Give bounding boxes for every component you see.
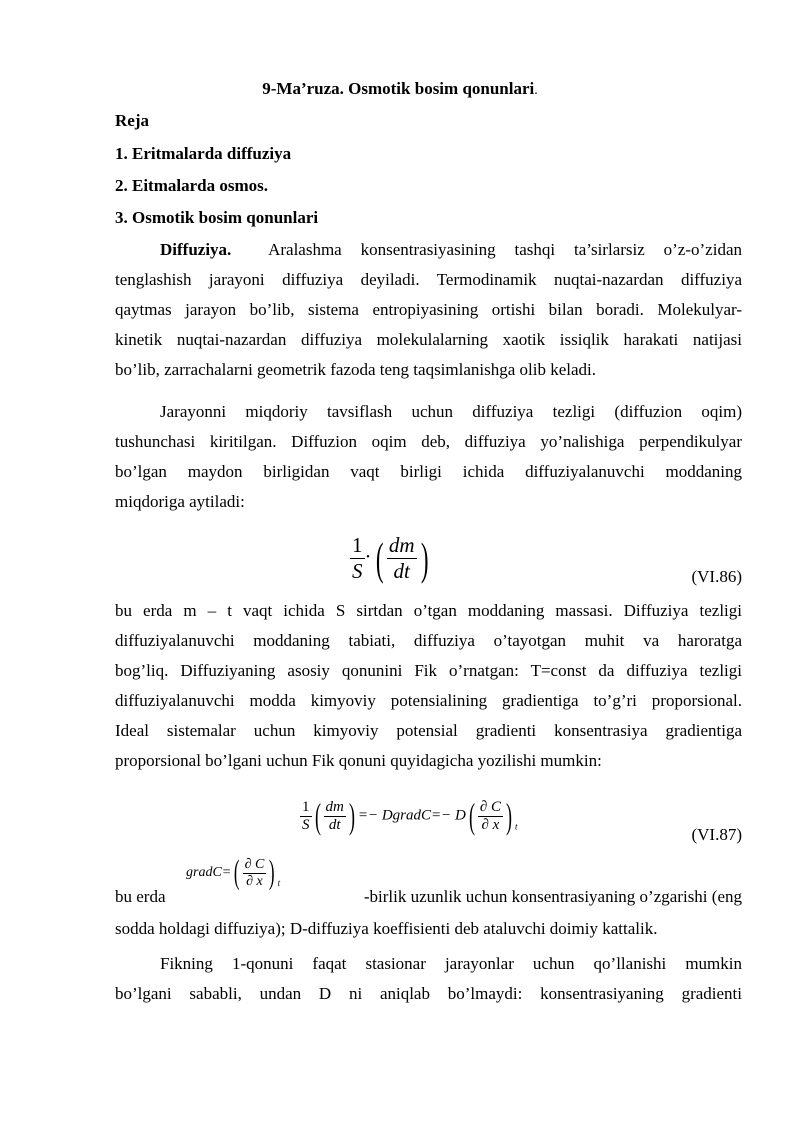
lecture-title-text: 9-Ma’ruza. Osmotik bosim qonunlari xyxy=(262,79,535,98)
grad-fraction-dc-dx xyxy=(243,857,267,890)
eq87-middle: =− DgradC=− D xyxy=(357,807,466,824)
equation-number-vi87: (VI.87) xyxy=(691,825,742,844)
eq86-dot: · xyxy=(364,544,372,569)
eq86-dt: dt xyxy=(393,559,410,583)
title-dot: . xyxy=(534,83,538,98)
paragraph-fick-first-law xyxy=(115,949,742,1009)
para4-prefix: bu erda xyxy=(115,887,166,906)
eq87-s: S xyxy=(302,816,310,833)
plan-heading: Reja xyxy=(115,111,149,130)
para4-suffix-line xyxy=(294,882,742,912)
paragraph-diffusion-flux xyxy=(115,397,742,517)
paragraph-diffusion-definition xyxy=(115,235,742,385)
para3-line-1: bu erda m – t vaqt ichida S sirtdan o’tgan moddaning massasi. Diffuziya tezligi xyxy=(115,601,742,620)
eq87-right-paren-1: ) xyxy=(348,796,355,836)
term-diffuziya: Diffuziya. xyxy=(160,240,232,259)
para5-line-2: bo’lgani sababli, undan D ni aniqlab bo’lmaydi: konsentrasiyaning gradienti xyxy=(115,984,742,1003)
equation-gradient-inline xyxy=(186,854,280,892)
para3-line-4: diffuziyalanuvchi modda kimyoviy potensialining gradientiga to’g’ri proporsional. xyxy=(115,691,742,710)
eq87-subscript-t: t xyxy=(515,821,518,832)
para3-line-6: proporsional bo’lgani uchun Fik qonuni quyidagicha yozilishi mumkin: xyxy=(115,751,602,770)
eq87-right-paren-2: ) xyxy=(506,796,513,836)
grad-right-paren: ) xyxy=(269,854,275,891)
para1-line-4: kinetik nuqtai-nazardan diffuziya molekulalarning xaotik issiqlik harakati natijasi xyxy=(115,330,742,349)
eq87-fraction-1-over-s xyxy=(300,799,312,834)
eq87-left-paren-1: ( xyxy=(314,796,321,836)
eq86-right-paren: ) xyxy=(420,533,428,584)
eq87-fraction-dm-dt xyxy=(324,799,346,834)
para3-line-5: Ideal sistemalar uchun kimyoviy potensial gradienti konsentrasiya gradientiga xyxy=(115,721,742,740)
eq87-fraction-dc-dx xyxy=(478,799,503,834)
eq87-dx: ∂ x xyxy=(481,816,500,833)
para1-line-5: bo’lib, zarrachalarni geometrik fazoda teng taqsimlanishga olib keladi. xyxy=(115,360,597,379)
eq87-one: 1 xyxy=(302,798,310,815)
equation-number-vi86: (VI.86) xyxy=(691,567,742,586)
grad-left-paren: ( xyxy=(234,854,240,891)
grad-dx: ∂ x xyxy=(246,873,263,889)
para1-line-3: qaytmas jarayon bo’lib, sistema entropiyasining ortishi bilan boradi. Molekulyar- xyxy=(115,300,742,319)
para3-line-2: diffuziyalanuvchi moddaning tabiati, diffuziya o’tayotgan muhit va haroratga xyxy=(115,631,742,650)
grad-dc: ∂ C xyxy=(244,856,265,872)
para2-line-2: tushunchasi kiritilgan. Diffuzion oqim deb, diffuziya yo’nalishiga perpendikulyar xyxy=(115,432,742,451)
para3-line-3: bog’liq. Diffuziyaning asosiy qonunini Fik o’rnatgan: T=const da diffuziya tezligi xyxy=(115,661,742,680)
plan-item-3: 3. Osmotik bosim qonunlari xyxy=(115,208,319,227)
eq86-s: S xyxy=(352,559,363,583)
paragraph-fick-law xyxy=(115,596,742,776)
para5-line-1: Fikning 1-qonuni faqat stasionar jarayonlar uchun qo’llanishi mumkin xyxy=(160,954,742,973)
para4-line-2: sodda holdagi diffuziya); D-diffuziya koeffisienti deb ataluvchi doimiy kattalik. xyxy=(115,919,658,938)
plan-item-2: 2. Eitmalarda osmos. xyxy=(115,176,268,195)
eq86-left-paren: ( xyxy=(375,533,383,584)
eq86-one: 1 xyxy=(352,533,363,557)
para2-line-1: Jarayonni miqdoriy tavsiflash uchun diffuziya tezligi (diffuzion oqim) xyxy=(160,402,742,421)
para2-line-3: bo’lgan maydon birligidan vaqt birligi ichida diffuziyalanuvchi moddaning xyxy=(115,462,742,481)
para1-line-1-text: Aralashma konsentrasiyasining tashqi ta’sirlarsiz o’z-o’zidan xyxy=(268,240,742,259)
eq86-dm: dm xyxy=(388,533,415,557)
eq87-dc: ∂ C xyxy=(479,798,502,815)
grad-subscript-t: t xyxy=(277,878,281,889)
eq87-dt: dt xyxy=(328,816,341,833)
eq87-dm: dm xyxy=(325,798,344,815)
equation-vi86 xyxy=(350,532,432,585)
para1-line-2: tenglashish jarayoni diffuziya deyiladi. Termodinamik nuqtai-nazardan diffuziya xyxy=(115,270,742,289)
eq86-fraction-1-over-s xyxy=(350,533,365,584)
equation-vi87 xyxy=(300,795,518,837)
grad-lhs: gradC= xyxy=(186,865,232,881)
plan-item-1: 1. Eritmalarda diffuziya xyxy=(115,144,292,163)
eq87-left-paren-2: ( xyxy=(468,796,475,836)
lecture-title xyxy=(0,74,800,106)
para2-line-4: miqdoriga aytiladi: xyxy=(115,492,245,511)
para1-line-1 xyxy=(115,235,742,265)
para4-suffix: -birlik uzunlik uchun konsentrasiyaning o’zgarishi (eng xyxy=(363,887,742,906)
eq86-fraction-dm-dt xyxy=(387,533,417,584)
